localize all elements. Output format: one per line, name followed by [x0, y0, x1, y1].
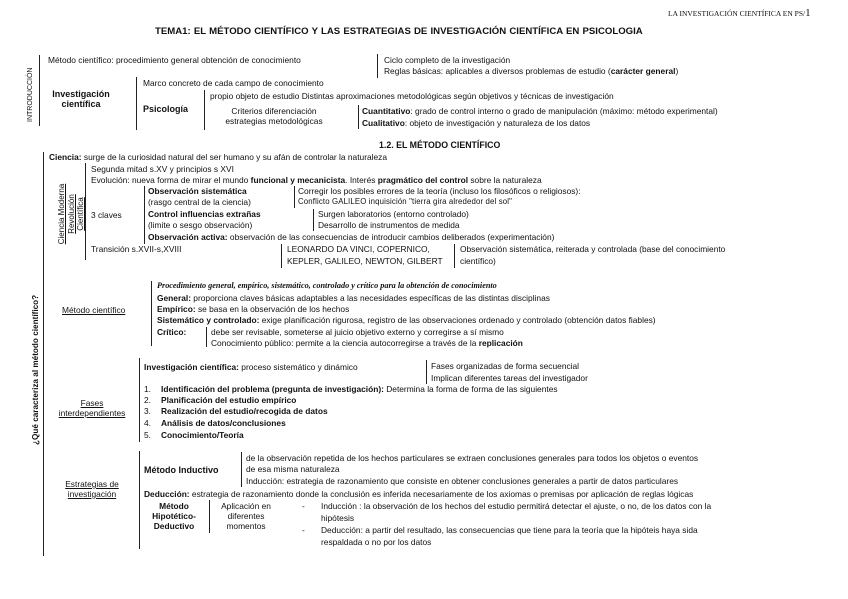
obs-sistematica: Observación sistemática	[148, 186, 247, 196]
leonardo-2: KEPLER, GALILEO, NEWTON, GILBERT	[287, 256, 443, 266]
corregir-errores: Corregir los posibles errores de la teoría (incluso los filosóficos o religiosos):	[298, 186, 581, 196]
intro-metodo-line: Método científico: procedimiento general obtención de conocimiento	[48, 55, 301, 65]
deduccion-1: Deducción: a partir del resultado, las consecuencias que tiene para la teoría que la hipóteis haya sida	[321, 525, 698, 535]
deduccion-line: Deducción: estrategia de razonamiento donde la conclusión es inferida necesariamente de los axiomas o premisas por aplicación de reglas lógicas	[144, 489, 694, 499]
intro-psicologia: Psicología	[143, 104, 189, 114]
inductivo-2: de esa misma naturaleza	[246, 464, 340, 474]
intro-bracket	[39, 55, 40, 126]
intro-side-label: INTRODUCCIÓN	[27, 67, 34, 122]
ciencia-line: Ciencia: surge de la curiosidad natural del ser humano y su afán de controlar la naturaleza	[49, 152, 387, 162]
intro-cualitativo: Cualitativo: objeto de investigación y naturaleza de los datos	[362, 118, 591, 128]
intro-crit-bracket	[358, 105, 359, 129]
hipotetico-label: Método Hipotético- Deductivo	[152, 501, 196, 531]
evolucion-line: Evolución: nueva forma de mirar el mundo funcional y mecanicista. Interés pragmático del control sobre la naturaleza	[91, 175, 542, 185]
control-influencias: Control influencias extrañas	[148, 209, 261, 219]
intro-ciclo-bracket	[377, 54, 378, 78]
critico-publico: Conocimiento público: permite a la ciencia autocorregirse a través de la replicación	[211, 338, 523, 348]
inductivo-3: Inducción: estrategia de razonamiento que consiste en obtener conclusiones generales a partir de datos particulares	[246, 476, 679, 486]
estrategias-bracket	[139, 451, 140, 549]
intro-inv-bracket	[136, 77, 137, 130]
tres-claves: 3 claves	[91, 210, 122, 220]
segunda-mitad: Segunda mitad s.XV y principios s XVI	[91, 164, 234, 174]
conflicto-galileo: Conflicto GALILEO inquisición "tierra gira alrededor del sol"	[298, 197, 513, 206]
obs-base-1: Observación sistemática, reiterada y controlada (base del conocimiento	[460, 244, 726, 254]
metodo-critico: Crítico:	[157, 327, 187, 337]
fases-implican: Implican diferentes tareas del investigador	[431, 373, 588, 383]
metodo-sistematico: Sistemático y controlado: exige planificación rigurosa, registro de las observaciones ordenado y controlado (obtención datos fiables)	[157, 315, 656, 325]
obs-base-2: científico)	[460, 256, 496, 266]
fase-item: 1. Identificación del problema (pregunta de investigación): Determina la forma de forma de las siguientes	[144, 384, 558, 394]
intro-reglas: Reglas básicas: aplicables a diversos problemas de estudio (carácter general)	[384, 66, 679, 76]
hipotetico-bracket	[209, 500, 210, 533]
intro-ciclo: Ciclo completo de la investigación	[384, 55, 511, 65]
fase-item: 5. Conocimiento/Teoría	[144, 430, 244, 440]
fases-organ-bracket	[426, 360, 427, 384]
leonardo-1: LEONARDO DA VINCI, COPERNICO,	[287, 244, 430, 254]
intro-marco: Marco concreto de cada campo de conocimiento	[143, 78, 324, 88]
section-bracket	[43, 152, 44, 556]
metodo-general: General: proporciona claves básicas adaptables a las necesidades específicas de las distintas disciplinas	[157, 293, 550, 303]
fases-bracket	[139, 358, 140, 442]
transicion: Transición s.XVII-s,XVIII	[91, 244, 182, 254]
revolucion-bracket	[85, 163, 86, 260]
fase-item: 3. Realización del estudio/recogida de datos	[144, 406, 328, 416]
obs-sistematica-sub: (rasgo central de la ciencia)	[148, 197, 251, 207]
intro-propio: propio objeto de estudio Distintas aproximaciones metodológicas según objetivos y técnicas de investigación	[210, 91, 614, 101]
revolucion-label: Ciencia Moderna Revolución Científica	[57, 183, 85, 245]
dash: -	[302, 501, 305, 511]
critico-revisable: debe ser revisable, someterse al juicio objetivo externo y corregirse a sí mismo	[211, 327, 504, 337]
critico-bracket	[206, 327, 207, 347]
fases-organizadas: Fases organizadas de forma secuencial	[431, 361, 580, 371]
metodo-bracket	[151, 281, 152, 346]
fases-label: Fases interdependientes	[58, 398, 126, 418]
obs-activa: Observación activa: observación de las consecuencias de introducir cambios deliberados (experimentación)	[148, 232, 555, 242]
induccion-2: hipótesis	[321, 513, 355, 523]
dash: -	[302, 525, 305, 535]
control-bracket	[313, 209, 314, 231]
fase-item: 2. Planificación del estudio empírico	[144, 395, 297, 405]
claves-bracket	[144, 186, 145, 244]
section-title: 1.2. EL MÉTODO CIENTÍFICO	[379, 140, 501, 150]
intro-criterios: Criterios diferenciación estrategias metodológicas	[225, 106, 323, 126]
obs-sis-bracket	[294, 186, 295, 208]
induccion-1: Inducción : la observación de los hechos del estudio permitirá detectar el ajuste, o no, de los datos con la	[321, 501, 712, 511]
inductivo-label: Método Inductivo	[144, 465, 219, 475]
intro-cuantitativo: Cuantitativo: grado de control interno o grado de manipulación (máximo: método experimental)	[362, 106, 718, 116]
control-sub: (limite o sesgo observación)	[148, 220, 253, 230]
section-side-label: ¿Qué caracteriza al método científico?	[31, 294, 40, 445]
aplicacion-label: Aplicación en diferentes momentos	[221, 501, 271, 531]
fases-inv: Investigación científica: proceso sistemático y dinámico	[144, 362, 358, 372]
desarrollo-instrumentos: Desarrollo de instrumentos de medida	[318, 220, 460, 230]
metodo-empirico: Empírico: se basa en la observación de los hechos	[157, 304, 350, 314]
deduccion-2: respaldada o no por los datos	[321, 537, 432, 547]
fase-item: 4. Análisis de datos/conclusiones	[144, 418, 286, 428]
surgen-laboratorios: Surgen laboratorios (entorno controlado)	[318, 209, 469, 219]
page-title: TEMA1: EL MÉTODO CIENTÍFICO Y LAS ESTRATEGIAS DE INVESTIGACIÓN CIENTÍFICA EN PSICOLOGIA	[155, 26, 643, 37]
inductivo-bracket	[241, 452, 242, 487]
running-header: LA INVESTIGACIÓN CIENTÍFICA EN PS/1	[668, 7, 811, 19]
obs-base-bracket	[454, 244, 455, 268]
intro-inv-label: Investigación científica	[52, 89, 110, 109]
transicion-bracket	[281, 244, 282, 268]
estrategias-label: Estrategias de investigación	[65, 479, 119, 499]
inductivo-1: de la observación repetida de los hechos particulares se extraen conclusiones generales para todos los objetos o eventos	[246, 453, 699, 463]
intro-psico-bracket	[204, 90, 205, 130]
metodo-heading: Procedimiento general, empírico, sistemático, controlado y crítico para la obtención de conocimiento	[157, 281, 497, 290]
metodo-label: Método científico	[62, 305, 126, 315]
